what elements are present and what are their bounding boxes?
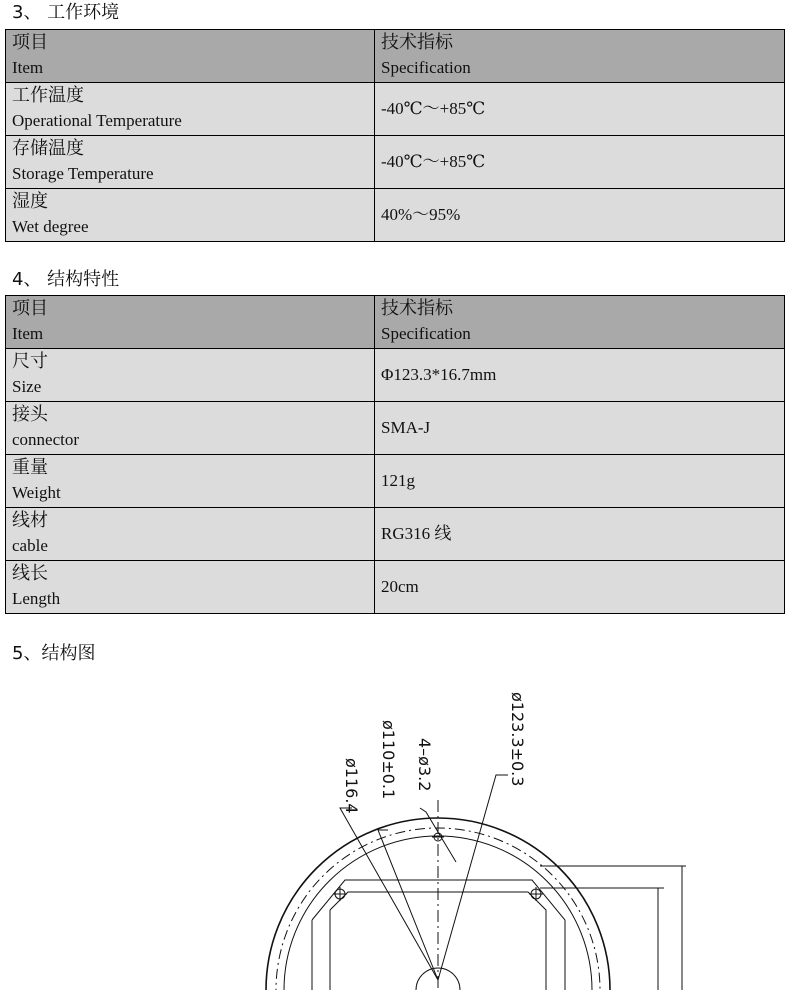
environment-table — [5, 29, 785, 242]
row-value: -40℃～+85℃ — [375, 83, 785, 136]
table-header-row — [6, 296, 785, 349]
row-label-zh: 工作温度 — [12, 85, 84, 106]
table-row — [6, 508, 785, 561]
row-label-zh: 接头 — [12, 404, 48, 425]
table-row — [6, 189, 785, 242]
table-row — [6, 349, 785, 402]
row-label-zh: 尺寸 — [12, 351, 48, 372]
row-label-en: Wet degree — [12, 217, 89, 236]
leader-d116 — [340, 808, 438, 980]
row-value: SMA-J — [375, 402, 785, 455]
row-label-en: Size — [12, 377, 42, 396]
header-spec-zh: 技术指标 — [381, 32, 453, 53]
structure-drawing — [0, 680, 790, 990]
row-label-zh: 重量 — [12, 457, 48, 478]
table-header-row — [6, 30, 785, 83]
row-label-en: Storage Temperature — [12, 164, 154, 183]
dim-label-d110: ø110±0.1 — [379, 720, 398, 800]
table-row — [6, 83, 785, 136]
leader-d110 — [378, 830, 438, 980]
header-item-en: Item — [12, 324, 44, 343]
leader-lines — [340, 775, 508, 980]
row-value: RG316 线 — [375, 508, 785, 561]
header-spec-en: Specification — [381, 324, 471, 343]
row-label-zh: 存储温度 — [12, 138, 84, 159]
row-label-zh: 线材 — [12, 510, 48, 531]
row-label-zh: 线长 — [12, 563, 48, 584]
row-value: 121g — [375, 455, 785, 508]
header-spec-zh: 技术指标 — [381, 298, 453, 319]
structure-table — [5, 295, 785, 614]
row-value: Φ123.3*16.7mm — [375, 349, 785, 402]
row-value: -40℃～+85℃ — [375, 136, 785, 189]
row-label-en: cable — [12, 536, 48, 555]
row-value: 20cm — [375, 561, 785, 614]
row-label-zh: 湿度 — [12, 191, 48, 212]
dim-label-holes: 4–ø3.2 — [415, 738, 434, 792]
table-row — [6, 561, 785, 614]
side-dimensions — [540, 866, 686, 990]
section-5-title: 5、结构图 — [12, 643, 96, 664]
section-4-title: 4、 结构特性 — [12, 269, 120, 290]
row-label-en: Length — [12, 589, 61, 608]
header-item-zh: 项目 — [12, 32, 48, 53]
header-item-en: Item — [12, 58, 44, 77]
row-label-en: Weight — [12, 483, 61, 502]
dim-label-d116: ø116.4 — [342, 758, 361, 814]
row-label-en: connector — [12, 430, 80, 449]
header-item-zh: 项目 — [12, 298, 48, 319]
leader-d123 — [438, 775, 508, 980]
section-3-title: 3、 工作环境 — [12, 2, 120, 23]
table-row — [6, 455, 785, 508]
row-label-en: Operational Temperature — [12, 111, 182, 130]
table-row — [6, 402, 785, 455]
dim-label-d123: ø123.3±0.3 — [508, 692, 527, 787]
header-spec-en: Specification — [381, 58, 471, 77]
row-value: 40%～95% — [375, 189, 785, 242]
table-row — [6, 136, 785, 189]
